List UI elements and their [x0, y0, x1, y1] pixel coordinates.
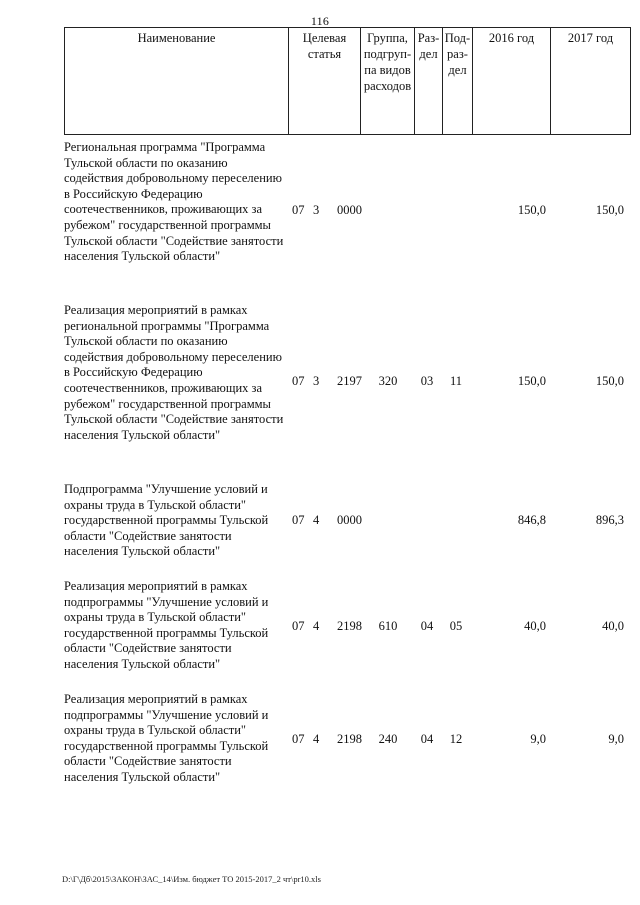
row-code: 0000 — [337, 203, 362, 217]
row-code: 2198 — [337, 619, 362, 633]
row-name: Региональная программа "Программа Тульской области по оказанию содействия добровольному переселению в Российскую Федерацию соотечественников, проживающих за рубежом" государственной программы Тульской области "Содействие занятости населения Тульской области" — [64, 140, 284, 264]
row-razdel: 04 — [420, 732, 434, 746]
row-podrazdel: 12 — [449, 732, 463, 746]
row-razdel: 03 — [420, 374, 434, 388]
header-year-2017: 2017 год — [551, 28, 631, 135]
row-group: 320 — [378, 374, 398, 388]
row-program: 07 — [292, 203, 305, 217]
row-name: Реализация мероприятий в рамках региональной программы "Программа Тульской области по оказанию содействия добровольному переселению в Российскую Федерацию соотечественников, проживающих за рубежом" государственной программы Тульской области "Содействие занятости населения Тульской области" — [64, 303, 284, 442]
row-program: 07 — [292, 619, 305, 633]
page-number: 116 — [310, 14, 330, 28]
row-2016-value: 9,0 — [530, 732, 546, 746]
row-subprogram: 4 — [313, 513, 320, 527]
row-program: 07 — [292, 374, 305, 388]
header-group: Группа, подгруп- па видов расходов — [361, 28, 415, 135]
header-year-2016: 2016 год — [473, 28, 551, 135]
row-program: 07 — [292, 732, 305, 746]
row-2016-value: 150,0 — [517, 203, 546, 217]
row-subprogram: 4 — [313, 619, 320, 633]
row-name: Реализация мероприятий в рамках подпрограммы "Улучшение условий и охраны труда в Тульской области" государственной программы Тульской области "Содействие занятости населения Тульской области" — [64, 579, 269, 671]
row-2017-value: 9,0 — [608, 732, 624, 746]
table-row — [64, 692, 630, 787]
row-podrazdel: 05 — [449, 619, 463, 633]
row-2017-value: 150,0 — [595, 203, 624, 217]
row-program: 07 — [292, 513, 305, 527]
table-row — [64, 140, 630, 280]
row-code: 2197 — [337, 374, 362, 388]
row-subprogram: 4 — [313, 732, 320, 746]
row-podrazdel: 11 — [449, 374, 463, 388]
header-podrazdel: Под- раз- дел — [443, 28, 473, 135]
row-name: Реализация мероприятий в рамках подпрограммы "Улучшение условий и охраны труда в Тульской области" государственной программы Тульской области "Содействие занятости населения Тульской области" — [64, 692, 269, 784]
header-target-article: Целевая статья — [289, 28, 361, 135]
file-path-footer: D:\Г\Дб\2015\ЗАКОН\ЗАС_14\Изм. бюджет ТО 2015-2017_2 чт\pr10.xls — [62, 874, 321, 884]
row-2017-value: 896,3 — [595, 513, 624, 527]
row-2016-value: 846,8 — [517, 513, 546, 527]
row-name: Подпрограмма "Улучшение условий и охраны труда в Тульской области" государственной программы Тульской области "Содействие занятости населения Тульской области" — [64, 482, 269, 559]
row-code: 2198 — [337, 732, 362, 746]
row-razdel: 04 — [420, 619, 434, 633]
row-2016-value: 150,0 — [517, 374, 546, 388]
row-group: 610 — [378, 619, 398, 633]
row-subprogram: 3 — [313, 374, 320, 388]
row-subprogram: 3 — [313, 203, 320, 217]
budget-table-header — [64, 27, 631, 135]
table-row — [64, 579, 630, 674]
row-2017-value: 150,0 — [595, 374, 624, 388]
row-code: 0000 — [337, 513, 362, 527]
header-name: Наименование — [65, 28, 289, 135]
row-group: 240 — [378, 732, 398, 746]
table-row — [64, 482, 630, 562]
row-2016-value: 40,0 — [524, 619, 546, 633]
header-razdel: Раз- дел — [415, 28, 443, 135]
table-row — [64, 303, 630, 463]
row-2017-value: 40,0 — [602, 619, 624, 633]
